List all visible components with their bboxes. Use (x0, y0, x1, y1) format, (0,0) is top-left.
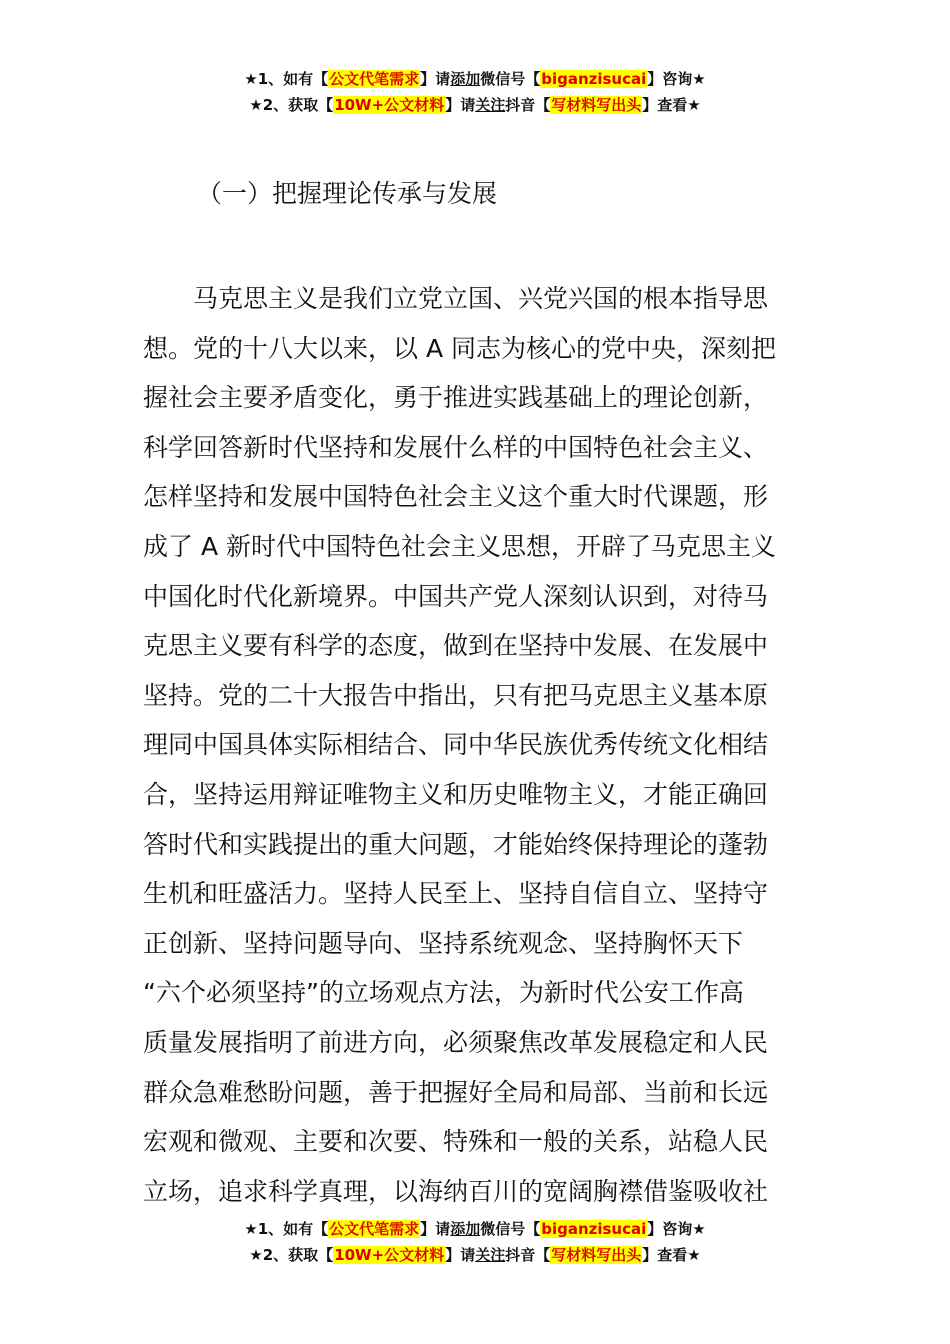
paragraph-line: 马克思主义是我们立党立国、兴党兴国的根本指导思 (143, 284, 769, 313)
section-heading: （一）把握理论传承与发展 (197, 179, 498, 208)
paragraph-line: 宏观和微观、主要和次要、特殊和一般的关系，站稳人民 (143, 1127, 769, 1157)
paragraph-line: 怎样坚持和发展中国特色社会主义这个重大时代课题，形 (143, 482, 769, 512)
paragraph-line: 质量发展指明了前进方向，必须聚焦改革发展稳定和人民 (143, 1027, 769, 1057)
paragraph-line: 想。党的十八大以来，以 A 同志为核心的党中央，深刻把 (143, 333, 776, 363)
banner-line-1: ★1、如有【公文代笔需求】请添加微信号【biganzisucai】咨询★ (244, 1220, 706, 1238)
paragraph-line: “六个必须坚持”的立场观点方法，为新时代公安工作高 (143, 978, 744, 1008)
highlight-service: 公文代笔需求 (329, 70, 420, 88)
highlight-materials: 10W+公文材料 (334, 1246, 445, 1264)
banner-line-2: ★2、获取【10W+公文材料】请关注抖音【写材料写出头】查看★ (249, 1246, 701, 1264)
paragraph-line: 答时代和实践提出的重大问题，才能始终保持理论的蓬勃 (143, 829, 769, 859)
banner-line-1: ★1、如有【公文代笔需求】请添加微信号【biganzisucai】咨询★ (244, 70, 706, 88)
paragraph-line: 握社会主要矛盾变化，勇于推进实践基础上的理论创新， (143, 383, 769, 413)
banner-line-2: ★2、获取【10W+公文材料】请关注抖音【写材料写出头】查看★ (249, 96, 701, 114)
paragraph-line: 合，坚持运用辩证唯物主义和历史唯物主义，才能正确回 (143, 779, 769, 809)
paragraph-line: 成了 A 新时代中国特色社会主义思想，开辟了马克思主义 (143, 531, 776, 561)
paragraph-line: 中国化时代化新境界。中国共产党人深刻认识到，对待马 (143, 581, 769, 611)
body-paragraph (143, 274, 813, 1216)
highlight-wechat-id: biganzisucai (541, 1220, 647, 1238)
paragraph-line: 立场，追求科学真理，以海纳百川的宽阔胸襟借鉴吸收社 (143, 1176, 769, 1206)
paragraph-line: 生机和旺盛活力。坚持人民至上、坚持自信自立、坚持守 (143, 879, 769, 909)
highlight-douyin-account: 写材料写出头 (551, 96, 642, 114)
highlight-service: 公文代笔需求 (329, 1220, 420, 1238)
paragraph-line: 正创新、坚持问题导向、坚持系统观念、坚持胸怀天下 (143, 928, 744, 958)
top-banner (0, 66, 950, 118)
highlight-wechat-id: biganzisucai (541, 70, 647, 88)
paragraph-line: 理同中国具体实际相结合、同中华民族优秀传统文化相结 (143, 730, 769, 760)
highlight-douyin-account: 写材料写出头 (551, 1246, 642, 1264)
bottom-banner (0, 1216, 950, 1268)
paragraph-line: 克思主义要有科学的态度，做到在坚持中发展、在发展中 (143, 631, 769, 661)
paragraph-line: 坚持。党的二十大报告中指出，只有把马克思主义基本原 (143, 680, 769, 710)
paragraph-line: 科学回答新时代坚持和发展什么样的中国特色社会主义、 (143, 432, 769, 462)
highlight-materials: 10W+公文材料 (334, 96, 445, 114)
paragraph-line: 群众急难愁盼问题，善于把握好全局和局部、当前和长远 (143, 1077, 769, 1107)
